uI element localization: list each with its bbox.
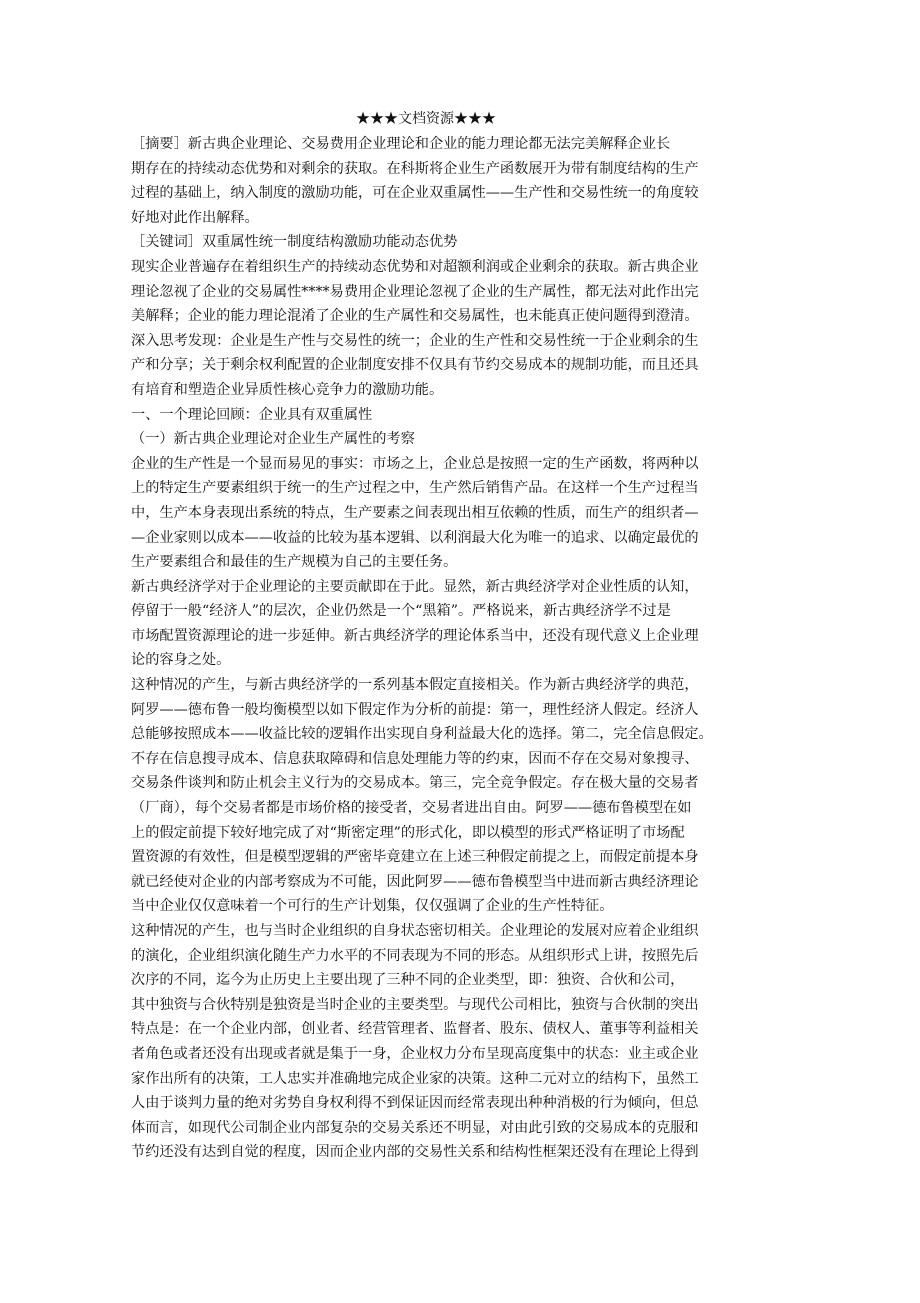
text-line: 上的特定生产要素组织于统一的生产过程之中，生产然后销售产品。在这样一个生产过程当 xyxy=(131,480,699,497)
text-line: 当中企业仅仅意味着一个可行的生产计划集，仅仅强调了企业的生产性特征。 xyxy=(131,898,614,915)
text-line: （一）新古典企业理论对企业生产属性的考察 xyxy=(131,431,415,448)
paragraph-1 xyxy=(131,452,721,575)
text-line: 论的容身之处。 xyxy=(131,652,231,669)
text-line: 停留于一般“经济人”的层次，企业仍然是一个“黑箱”。严格说来，新古典经济学不过是 xyxy=(131,603,671,620)
text-line: 美解释；企业的能力理论混淆了企业的生产属性和交易属性，也未能真正使问题得到澄清。 xyxy=(131,308,699,325)
text-line: 产和分享；关于剩余权利配置的企业制度安排不仅具有节约交易成本的规制功能，而且还具 xyxy=(131,357,699,374)
text-line: 体而言，如现代公司制企业内部复杂的交易关系还不明显，对由此引致的交易成本的克服和 xyxy=(131,1119,699,1136)
text-line: 其中独资与合伙特别是独资是当时企业的主要类型。与现代公司相比，独资与合伙制的突出 xyxy=(131,996,699,1013)
text-line: 置资源的有效性，但是模型逻辑的严密毕竟建立在上述三种假定前提之上，而假定前提本身 xyxy=(131,849,699,866)
text-line: 期存在的持续动态优势和对剩余的获取。在科斯将企业生产函数展开为带有制度结构的生产 xyxy=(131,160,699,177)
text-line: 中，生产本身表现出系统的特点，生产要素之间表现出相互依赖的性质，而生产的组织者— xyxy=(131,504,699,521)
text-line: 上的假定前提下较好地完成了对“斯密定理”的形式化，即以模型的形式严格证明了市场配 xyxy=(131,824,685,841)
text-line: 总能够按照成本——收益比较的逻辑作出实现自身利益最大化的选择。第二，完全信息假定。 xyxy=(131,726,713,743)
text-line: 这种情况的产生，与新古典经济学的一系列基本假定直接相关。作为新古典经济学的典范， xyxy=(131,677,699,694)
text-line: 一、一个理论回顾：企业具有双重属性 xyxy=(131,406,373,423)
text-line: 次序的不同，迄今为止历史上主要出现了三种不同的企业类型，即：独资、合伙和公司， xyxy=(131,972,685,989)
subsection-heading xyxy=(131,427,721,452)
text-line: 现实企业普遍存在着组织生产的持续动态优势和对超额利润或企业剩余的获取。新古典企业 xyxy=(131,258,699,275)
document-page xyxy=(131,108,721,1165)
keywords xyxy=(131,230,721,255)
paragraph-2 xyxy=(131,575,721,673)
text-line: 生产要素组合和最佳的生产规模为自己的主要任务。 xyxy=(131,554,458,571)
text-line: ［摘要］新古典企业理论、交易费用企业理论和企业的能力理论都无法完美解释企业长 xyxy=(131,136,671,152)
text-line: 不存在信息搜寻成本、信息获取障碍和信息处理能力等的约束，因而不存在交易对象搜寻、 xyxy=(131,750,699,767)
text-line: 这种情况的产生，也与当时企业组织的自身状态密切相关。企业理论的发展对应着企业组织 xyxy=(131,923,699,939)
paragraph-4 xyxy=(131,919,721,1165)
text-line: 特点是：在一个企业内部，创业者、经营管理者、监督者、股东、债权人、董事等利益相关 xyxy=(131,1021,699,1038)
text-line: 市场配置资源理论的进一步延伸。新古典经济学的理论体系当中，还没有现代意义上企业理 xyxy=(131,627,699,644)
text-line: ［关键词］双重属性统一制度结构激励功能动态优势 xyxy=(131,234,458,251)
text-line: 节约还没有达到自觉的程度，因而企业内部的交易性关系和结构性框架还没有在理论上得到 xyxy=(131,1144,699,1161)
text-line: 者角色或者还没有出现或者就是集于一身，企业权力分布呈现高度集中的状态：业主或企业 xyxy=(131,1045,699,1062)
text-line: 理论忽视了企业的交易属性****易费用企业理论忽视了企业的生产属性，都无法对此作出完 xyxy=(131,283,699,300)
text-line: 家作出所有的决策，工人忠实并准确地完成企业家的决策。这种二元对立的结构下，虽然工 xyxy=(131,1070,699,1087)
text-line: 新古典经济学对于企业理论的主要贡献即在于此。显然，新古典经济学对企业性质的认知， xyxy=(131,578,699,595)
paragraph-3 xyxy=(131,673,721,919)
text-line: 好地对此作出解释。 xyxy=(131,209,259,226)
text-line: 深入思考发现：企业是生产性与交易性的统一；企业的生产性和交易性统一于企业剩余的生 xyxy=(131,332,699,349)
section-heading xyxy=(131,403,721,428)
text-line: 有培育和塑造企业异质性核心竞争力的激励功能。 xyxy=(131,381,444,398)
text-line: 过程的基础上，纳入制度的激励功能，可在企业双重属性——生产性和交易性统一的角度较 xyxy=(131,185,699,202)
text-line: 就已经使对企业的内部考察成为不可能，因此阿罗——德布鲁模型当中进而新古典经济理论 xyxy=(131,873,699,890)
text-line: 的演化，企业组织演化随生产力水平的不同表现为不同的形态。从组织形式上讲，按照先后 xyxy=(131,947,699,964)
text-line: （厂商），每个交易者都是市场价格的接受者，交易者进出自由。阿罗——德布鲁模型在如 xyxy=(131,800,692,817)
document-title: ★★★文档资源★★★ xyxy=(356,111,496,127)
abstract xyxy=(131,132,721,230)
text-line: 交易条件谈判和防止机会主义行为的交易成本。第三，完全竞争假定。存在极大量的交易者 xyxy=(131,775,699,792)
text-line: 阿罗——德布鲁一般均衡模型以如下假定作为分析的前提：第一，理性经济人假定。经济人 xyxy=(131,701,699,718)
text-line: 人由于谈判力量的绝对劣势自身权利得不到保证因而经常表现出种种消极的行为倾向，但总 xyxy=(131,1095,699,1112)
text-line: 企业的生产性是一个显而易见的事实：市场之上，企业总是按照一定的生产函数，将两种以 xyxy=(131,455,699,472)
text-line: —企业家则以成本——收益的比较为基本逻辑、以利润最大化为唯一的追求、以确定最优的 xyxy=(131,529,699,546)
intro-paragraph xyxy=(131,255,721,403)
